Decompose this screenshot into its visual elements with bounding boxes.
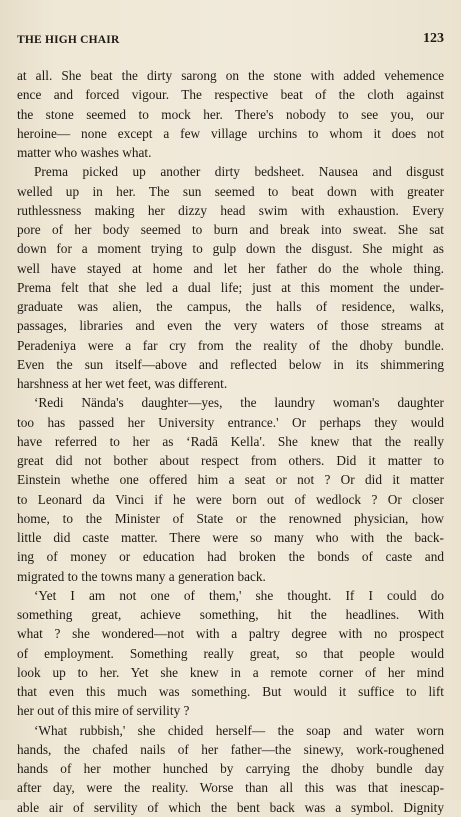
text-line: harshness at her wet feet, was different.	[17, 376, 228, 391]
text-line: little did caste matter. There were so many who with the back-	[17, 530, 444, 545]
text-line: something great, achieve something, hit the headlines. With	[17, 607, 444, 622]
text-line: migrated to the towns many a generation back.	[17, 568, 266, 584]
running-title: THE HIGH CHAIR	[17, 34, 120, 46]
text-line: welled up in her. The sun seemed to beat down with greater	[17, 183, 444, 199]
text-line: of employment. Something really great, so that people would	[17, 645, 444, 661]
text-line: well have stayed at home and let her father do the whole thing.	[17, 260, 444, 276]
text-line: matter who washes what.	[17, 145, 152, 160]
text-line: ing of money or education had broken the bonds of caste and	[17, 549, 444, 565]
text-line: the stone seemed to mock her. There's nobody to see you, our	[17, 106, 444, 122]
text-line: passages, libraries and even the very waters of those streams at	[17, 318, 444, 334]
text-line: ‘Redi Nända's daughter—yes, the laundry woman's daughter	[34, 395, 444, 411]
text-line: after day, were the reality. Worse than all this was that inescap-	[17, 780, 444, 796]
text-line: that even this much was something. But would it suffice to lift	[17, 684, 444, 699]
text-line: ‘Yet I am not one of them,' she thought. If I could do	[34, 587, 444, 603]
text-line: to Leonard da Vinci if he were born out of wedlock ? Or closer	[17, 491, 444, 507]
body-text	[17, 66, 444, 817]
text-line: hands, the chafed nails of her father—the sinewy, work-roughened	[17, 741, 444, 757]
text-line: graduate was alien, the campus, the halls of residence, walks,	[17, 299, 444, 314]
text-line: Even the sun itself—above and reflected below in its shimmering	[17, 356, 444, 372]
text-line: what ? she wondered—not with a paltry degree with no prospect	[17, 626, 444, 642]
text-line: pore of her body seemed to burn and break into sweat. She sat	[17, 222, 444, 237]
text-line: her out of this mire of servility ?	[17, 703, 190, 719]
text-line: ‘What rubbish,' she chided herself— the soap and water worn	[34, 722, 444, 738]
text-line: hands of her mother hunched by carrying the dhoby bundle day	[17, 761, 444, 776]
text-line: Prema felt that she led a dual life; just at this moment the under-	[17, 279, 444, 295]
text-line: at all. She beat the dirty sarong on the stone with added vehemence	[17, 68, 444, 83]
running-header	[17, 30, 444, 52]
text-line: ence and forced vigour. The respective beat of the cloth against	[17, 87, 444, 103]
text-line: too has passed her University entrance.' Or perhaps they would	[17, 414, 444, 430]
text-line: great did not bother about respect from others. Did it matter to	[17, 453, 444, 468]
text-line: down for a moment trying to gulp down the disgust. She might as	[17, 241, 444, 257]
text-line: Prema picked up another dirty bedsheet. Nausea and disgust	[34, 164, 444, 180]
text-line: look up to her. Yet she knew in a remote corner of her mind	[17, 664, 444, 680]
text-line: home, to the Minister of State or the renowned physician, how	[17, 510, 444, 526]
text-line: ruthlessness making her dizzy head swim with exhaustion. Every	[17, 202, 444, 218]
text-line: Einstein whethe one offered him a seat or not ? Or did it matter	[17, 472, 444, 488]
text-line: heroine— none except a few village urchins to whom it does not	[17, 125, 444, 141]
text-line: Peradeniya were a far cry from the reality of the dhoby bundle.	[17, 337, 444, 353]
page-number: 123	[423, 31, 444, 46]
text-line: have referred to her as ‘Radā Kella'. She knew that the really	[17, 433, 444, 449]
text-line: able air of servility of which the bent back was a symbol. Dignity	[17, 799, 444, 815]
